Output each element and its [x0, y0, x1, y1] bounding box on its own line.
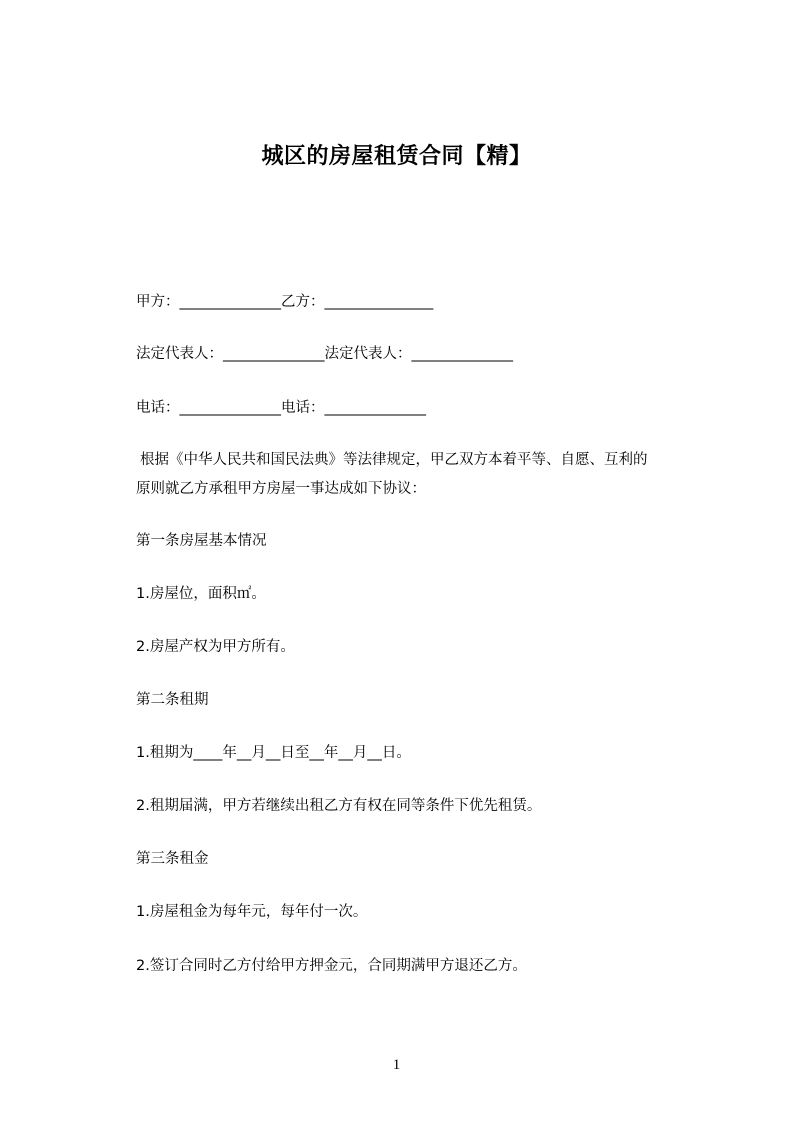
section-3-item-2: 2.签订合同时乙方付给甲方押金元，合同期满甲方退还乙方。 [136, 958, 527, 974]
section-1-heading: 第一条房屋基本情况 [136, 533, 267, 549]
section-2-item-1: 1.租期为____年__月__日至__年__月__日。 [136, 745, 411, 761]
document-title: 城区的房屋租赁合同【精】 [261, 144, 532, 169]
party-names-line: 甲方：______________乙方：_______________ [136, 294, 434, 310]
phone-line: 电话：______________电话：______________ [136, 400, 426, 416]
intro-paragraph [136, 446, 701, 504]
legal-representative-line: 法定代表人：______________法定代表人：______________ [136, 346, 513, 362]
page-number: 1 [392, 1057, 401, 1073]
section-3-heading: 第三条租金 [136, 851, 209, 867]
section-3-item-1: 1.房屋租金为每年元，每年付一次。 [136, 904, 368, 920]
section-1-item-1: 1.房屋位，面积㎡。 [136, 586, 266, 602]
section-1-item-2: 2.房屋产权为甲方所有。 [136, 639, 295, 655]
section-2-heading: 第二条租期 [136, 692, 209, 708]
intro-line-1-text: 根据《中华人民共和国民法典》等法律规定，甲乙双方本着平等、自愿、互利的 [140, 452, 648, 468]
intro-line-2: 原则就乙方承租甲方房屋一事达成如下协议： [136, 481, 426, 497]
section-2-item-2: 2.租期届满，甲方若继续出租乙方有权在同等条件下优先租赁。 [136, 798, 542, 814]
intro-line-1 [136, 446, 701, 475]
